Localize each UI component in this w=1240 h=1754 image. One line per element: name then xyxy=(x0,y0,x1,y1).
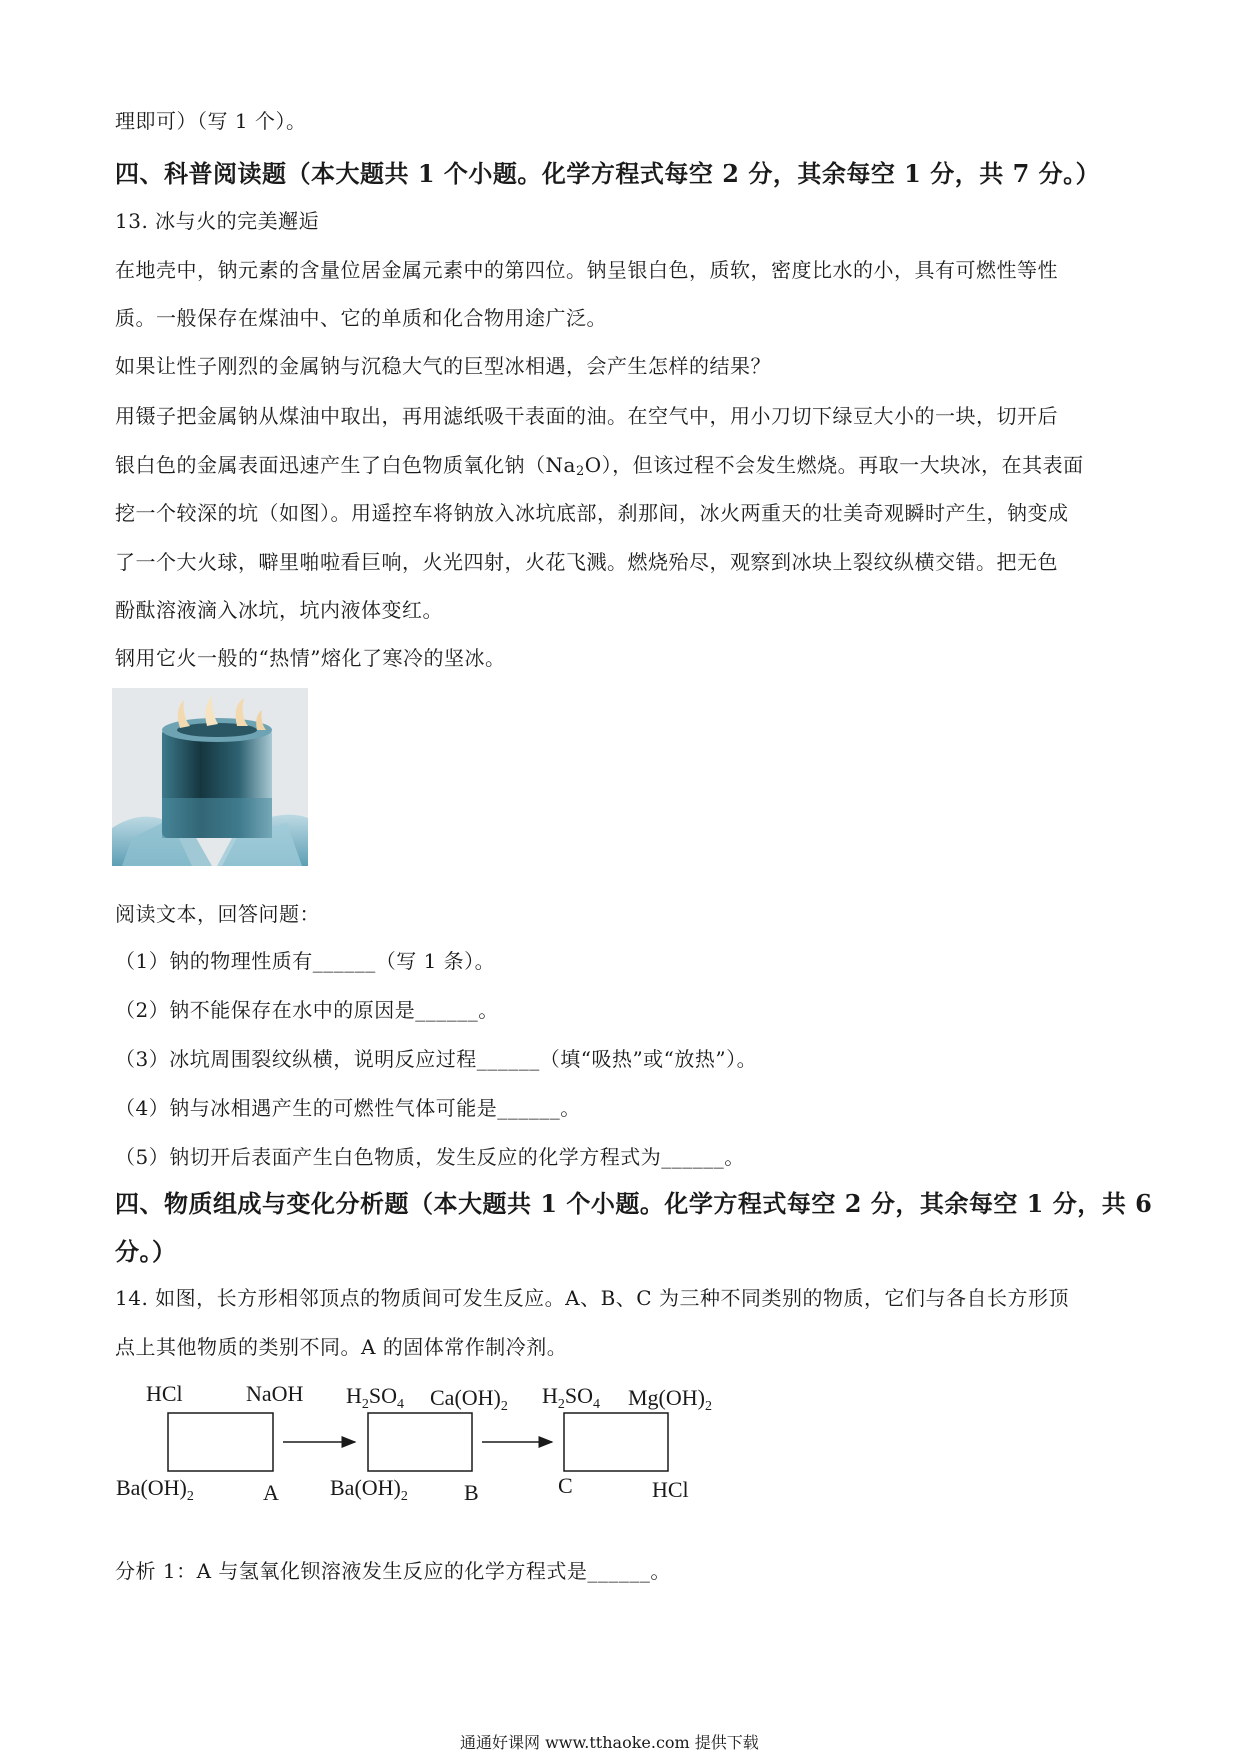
question-title: 13. 冰与火的完美邂逅 xyxy=(115,209,320,233)
box1-bottom-right-label: A xyxy=(263,1480,279,1505)
box3-bottom-right-label: HCl xyxy=(652,1477,689,1502)
reaction-diagram xyxy=(110,1375,730,1514)
text-line: 理即可）（写 1 个）。 xyxy=(115,109,307,133)
paragraph-line: 如果让性子刚烈的金属钠与沉稳大气的巨型冰相遇，会产生怎样的结果？ xyxy=(115,354,771,378)
ice-fire-photo xyxy=(112,688,308,866)
box3-top-right-label: $Mg(OH)_2$ xyxy=(628,1385,712,1414)
section-heading: 四、物质组成与变化分析题（本大题共 1 个小题。化学方程式每空 2 分，其余每空 1 分，共 6 xyxy=(115,1189,1153,1218)
rectangle-3 xyxy=(564,1413,668,1471)
sub-question: （4）钠与冰相遇产生的可燃性气体可能是______。 xyxy=(115,1096,581,1120)
sub-question: （1）钠的物理性质有______（写 1 条）。 xyxy=(115,949,496,973)
rectangle-2 xyxy=(368,1413,472,1471)
box3-top-left-label: $H_2SO_4$ xyxy=(542,1383,601,1412)
paragraph-line: 钢用它火一般的“热情”熔化了寒冷的坚冰。 xyxy=(115,646,506,670)
box2-bottom-left-label: $Ba(OH)_2$ xyxy=(330,1475,408,1504)
rectangle-1 xyxy=(168,1413,273,1471)
box1-bottom-left-label: $Ba(OH)_2$ xyxy=(116,1475,194,1504)
box2-top-right-label: $Ca(OH)_2$ xyxy=(430,1385,508,1414)
box2-top-left-label: $H_2SO_4$ xyxy=(346,1383,405,1412)
text-segment: O），但该过程不会发生燃烧。再取一大块冰，在其表面 xyxy=(584,453,1084,477)
page-footer: 通通好课网 www.tthaoke.com 提供下载 xyxy=(460,1733,759,1752)
paragraph-line: 了一个大火球，噼里啪啦看巨响，火光四射，火花飞溅。燃烧殆尽，观察到冰块上裂纹纵横交错。把无色 xyxy=(115,550,1058,574)
section-heading: 四、科普阅读题（本大题共 1 个小题。化学方程式每空 2 分，其余每空 1 分，共 7 分。） xyxy=(115,159,1101,188)
sub-question: （3）冰坑周围裂纹纵横，说明反应过程______（填“吸热”或“放热”）。 xyxy=(115,1047,758,1071)
paragraph-line: 用镊子把金属钠从煤油中取出，再用滤纸吸干表面的油。在空气中，用小刀切下绿豆大小的一块，切开后 xyxy=(115,404,1058,428)
analysis-line: 分析 1：A 与氢氧化钡溶液发生反应的化学方程式是______。 xyxy=(115,1559,671,1583)
section-heading-continued: 分。） xyxy=(115,1237,177,1266)
box3-bottom-left-label: C xyxy=(558,1473,573,1498)
sub-question: （2）钠不能保存在水中的原因是______。 xyxy=(115,998,499,1022)
paragraph-line: 在地壳中，钠元素的含量位居金属元素中的第四位。钠呈银白色，质软，密度比水的小，具有可燃性等性 xyxy=(115,258,1058,282)
question-line: 点上其他物质的类别不同。A 的固体常作制冷剂。 xyxy=(115,1335,568,1359)
subscript: 2 xyxy=(575,464,585,479)
question-line: 14. 如图，长方形相邻顶点的物质间可发生反应。A、B、C 为三种不同类别的物质，它们与各自长方形顶 xyxy=(115,1286,1069,1310)
text-segment: 银白色的金属表面迅速产生了白色物质氧化钠（Na xyxy=(115,453,576,477)
paragraph-line: 挖一个较深的坑（如图）。用遥控车将钠放入冰坑底部，刹那间，冰火两重天的壮美奇观瞬时产生，钠变成 xyxy=(115,501,1069,525)
paragraph-line: 质。一般保存在煤油中、它的单质和化合物用途广泛。 xyxy=(115,306,607,330)
box1-top-left-label: HCl xyxy=(146,1381,183,1406)
box1-top-right-label: NaOH xyxy=(246,1381,304,1406)
instruction-line: 阅读文本，回答问题： xyxy=(115,902,320,926)
paragraph-line xyxy=(115,449,1084,479)
paragraph-line: 酚酞溶液滴入冰坑，坑内液体变红。 xyxy=(115,598,443,622)
box2-bottom-right-label: B xyxy=(464,1480,479,1505)
sub-question: （5）钠切开后表面产生白色物质，发生反应的化学方程式为______。 xyxy=(115,1145,745,1169)
